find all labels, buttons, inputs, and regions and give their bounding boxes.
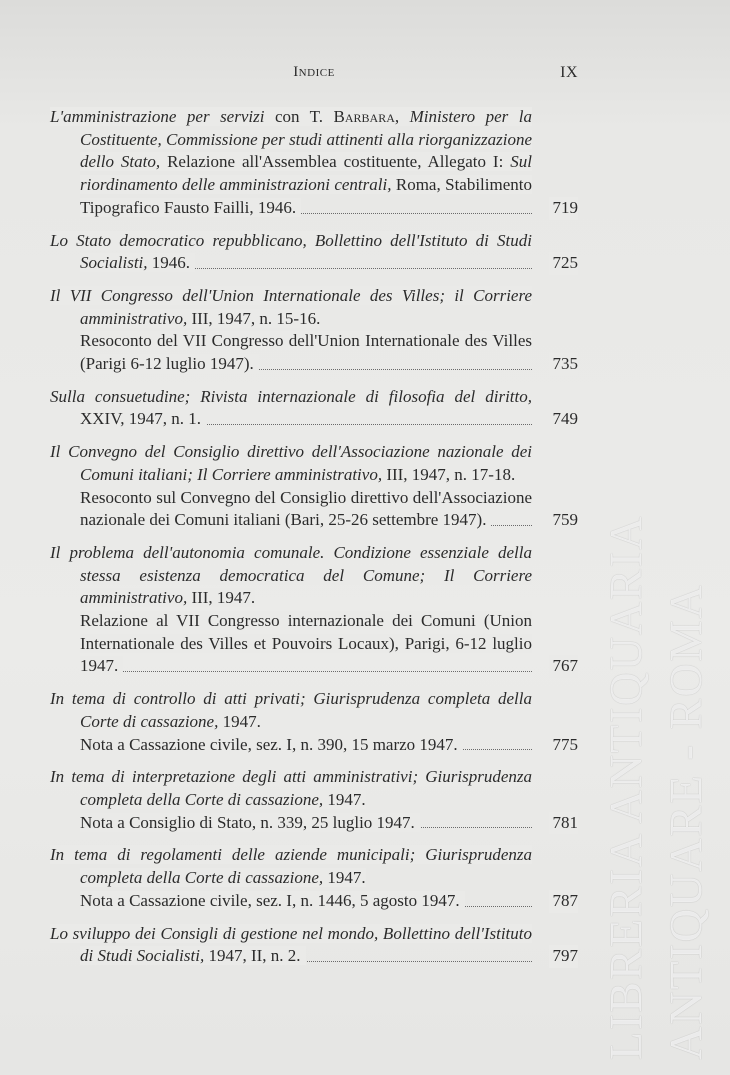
toc-entry (50, 386, 578, 431)
title-segment: III, 1947, n. 15-16. (187, 308, 321, 328)
entry-subtitle (50, 890, 578, 913)
title-segment: III, 1947, n. 17-18. (382, 464, 516, 484)
title-segment: Sul riordinamento delle amministrazioni centrali, (80, 152, 532, 195)
title-segment: In tema di controllo di atti privati; Giurisprudenza completa della Corte di cassazione, (50, 689, 532, 731)
entry-title (50, 688, 578, 733)
title-segment: Lo sviluppo dei Consigli di gestione nel mondo, Bollettino dell'Istituto di Studi Socialisti, (50, 923, 532, 966)
entry-title (50, 106, 578, 220)
page-reference: 775 (549, 734, 579, 757)
toc-entry (50, 844, 578, 912)
page-reference: 749 (549, 408, 579, 431)
toc-entry (50, 230, 578, 275)
page-reference: 781 (549, 812, 579, 835)
title-segment: 1947, II, n. 2. (204, 946, 305, 965)
entry-subtitle (50, 734, 578, 757)
page-reference: 719 (549, 197, 579, 220)
title-segment: XXIV, 1947, n. 1. (80, 409, 206, 428)
entry-title (50, 285, 578, 330)
toc-entry (50, 441, 578, 532)
entry-title (50, 844, 578, 889)
toc-entry (50, 766, 578, 834)
entry-subtitle (50, 610, 578, 678)
title-segment: L'amministrazione per servizi (50, 107, 265, 126)
watermark: LIBRERIA ANTIQUARIA ANTIQUARE - ROMA (600, 517, 711, 1060)
title-segment: Lo Stato democratico repubblicano, Bollettino dell'Istituto di Studi Socialisti, (50, 230, 532, 273)
title-segment: 1947. (218, 711, 261, 731)
running-head (50, 64, 578, 88)
subtitle-text: Nota a Cassazione civile, sez. I, n. 1446, 5 agosto 1947. (80, 891, 465, 910)
entry-title (50, 923, 578, 968)
page-reference: 767 (549, 655, 579, 678)
subtitle-text: Resoconto sul Convegno del Consiglio direttivo dell'Associazione nazionale dei Comuni italiani (Bari, 25-26 settembre 1947). (80, 487, 532, 530)
subtitle-text: Relazione al VII Congresso internazionale dei Comuni (Union Internationale des Villes et Pouvoirs Locaux), Parigi, 6-12 luglio 1947. (80, 611, 532, 676)
entry-title (50, 386, 578, 431)
page-reference: 725 (549, 252, 579, 275)
toc-entry (50, 106, 578, 220)
toc-entry (50, 688, 578, 756)
page-reference: 797 (549, 945, 579, 968)
page-number-folio: IX (560, 64, 578, 81)
entry-subtitle (50, 330, 578, 375)
title-segment: III, 1947. (187, 588, 256, 608)
entry-subtitle (50, 487, 578, 532)
title-segment: Roma, Stabilimento Tipografico Fausto Failli, 1946. (80, 175, 532, 217)
subtitle-text: Resoconto del VII Congresso dell'Union Internationale des Villes (Parigi 6-12 luglio 1947). (80, 331, 532, 374)
title-segment: 1946. (148, 253, 196, 272)
toc-entry (50, 285, 578, 376)
page-reference: 735 (549, 353, 579, 376)
title-segment: Barbara (333, 107, 395, 126)
title-segment: Relazione all'Assemblea costituente, Allegato I: (160, 152, 511, 172)
entry-title (50, 766, 578, 811)
toc-entry (50, 542, 578, 678)
subtitle-text: Nota a Consiglio di Stato, n. 339, 25 luglio 1947. (80, 813, 420, 832)
running-title: Indice (293, 64, 335, 80)
entry-title (50, 542, 578, 610)
title-segment: Ministero per la Costituente, Commissione per studi attinenti alla riorganizzazione dello Stato, (80, 107, 532, 172)
table-of-contents (50, 106, 578, 978)
page-reference: 787 (549, 890, 579, 913)
title-segment: In tema di regolamenti delle aziende municipali; Giurisprudenza completa della Corte di cassazione, (50, 845, 532, 888)
entry-subtitle (50, 812, 578, 835)
title-segment: , (394, 107, 410, 126)
title-segment: In tema di interpretazione degli atti amministrativi; Giurisprudenza completa della Corte di cassazione, (50, 767, 532, 809)
title-segment: 1947. (323, 789, 366, 809)
title-segment: Il Convegno del Consiglio direttivo dell'Associazione nazionale dei Comuni italiani; Il Corriere amministrativo, (50, 442, 532, 484)
subtitle-text: Nota a Cassazione civile, sez. I, n. 390, 15 marzo 1947. (80, 735, 463, 754)
title-segment: 1947. (323, 868, 366, 888)
title-segment: Il VII Congresso dell'Union Internationale des Villes; il Corriere amministrativo, (50, 285, 532, 328)
title-segment: Il problema dell'autonomia comunale. Condizione essenziale della stessa esistenza democratica del Comune; Il Corriere amministrativo, (50, 542, 532, 608)
entry-title (50, 441, 578, 486)
title-segment: con T. (264, 107, 334, 126)
title-segment: Sulla consuetudine; Rivista internazionale di filosofia del diritto, (50, 386, 532, 406)
entry-title (50, 230, 578, 275)
page-reference: 759 (549, 509, 579, 532)
toc-entry (50, 923, 578, 968)
